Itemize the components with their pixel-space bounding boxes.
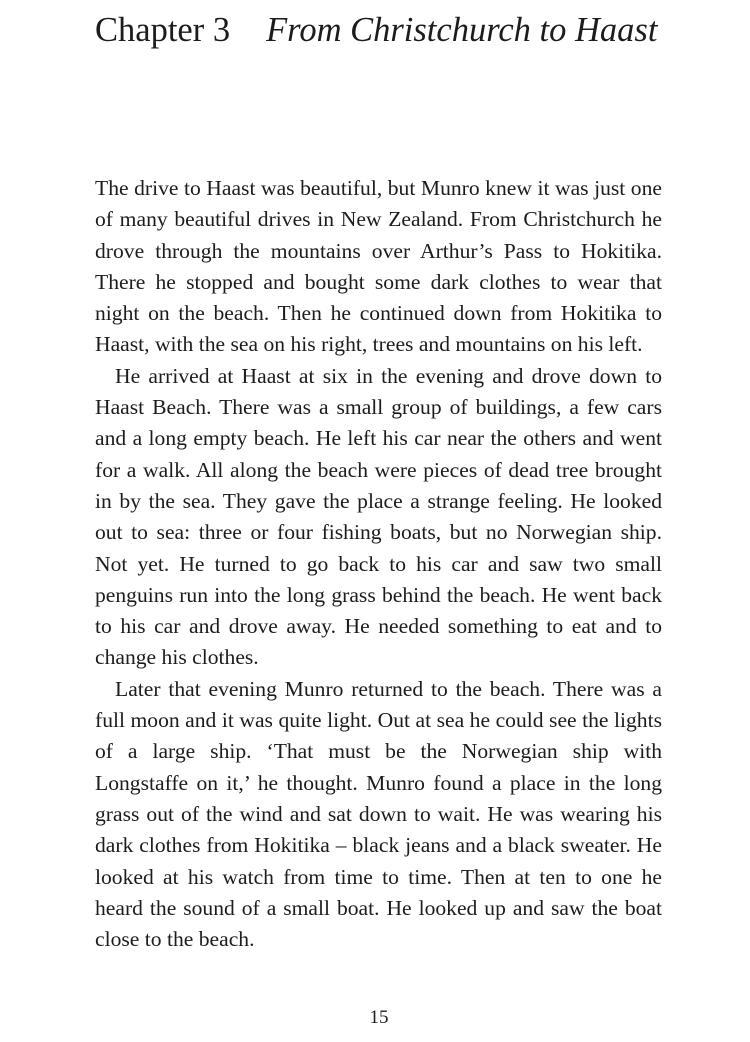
chapter-number: Chapter 3 (95, 11, 231, 49)
body-text (95, 173, 662, 955)
chapter-heading (95, 8, 670, 52)
chapter-title: From Christchurch to Haast (266, 11, 658, 49)
page-number: 15 (369, 1007, 389, 1028)
paragraph-1: The drive to Haast was beautiful, but Munro knew it was just one of many beautiful drives in New Zealand. From Christchurch he drove through the mountains over Arthur’s Pass to Hokitika. There he stopped and bought some dark clothes to wear that night on the beach. Then he continued down from Hokitika to Haast, with the sea on his right, trees and mountains on his left. (95, 176, 662, 357)
paragraph-2: He arrived at Haast at six in the evening and drove down to Haast Beach. There was a small group of buildings, a few cars and a long empty beach. He left his car near the others and went for a walk. All along the beach were pieces of dead tree brought in by the sea. They gave the place a strange feeling. He looked out to sea: three or four fishing boats, but no Norwegian ship. Not yet. He turned to go back to his car and saw two small penguins run into the long grass behind the beach. He went back to his car and drove away. He needed something to eat and to change his clothes. (95, 363, 662, 670)
paragraph-3: Later that evening Munro returned to the beach. There was a full moon and it was quite light. Out at sea he could see the lights of a large ship. ‘That must be the Norwegian ship with Longstaffe on it,’ he thought. Munro found a place in the long grass out of the wind and sat down to wait. He was wearing his dark clothes from Hokitika – black jeans and a black sweater. He looked at his watch from time to time. Then at ten to one he heard the sound of a small boat. He looked up and saw the boat close to the beach. (95, 676, 662, 952)
